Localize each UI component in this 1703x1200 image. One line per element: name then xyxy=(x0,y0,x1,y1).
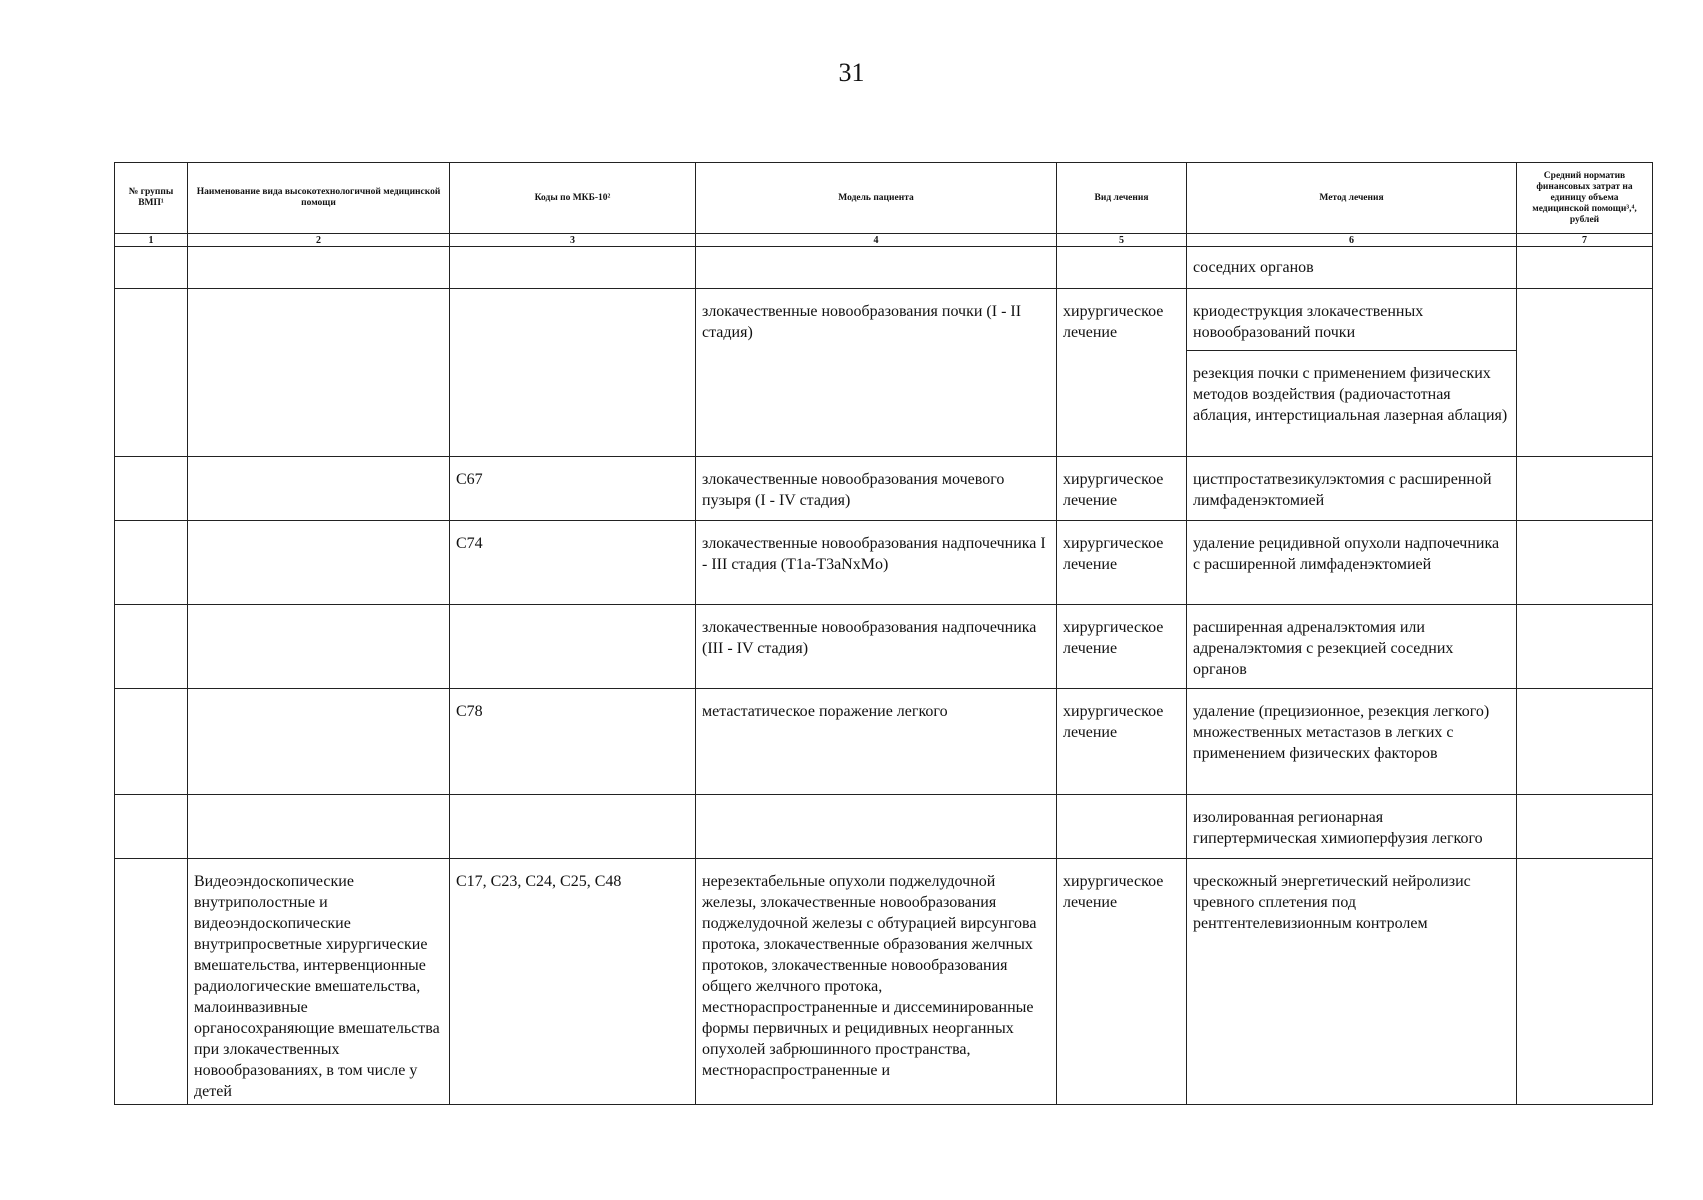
cell-patient-model: нерезектабельные опухоли поджелудочной железы, злокачественные новообразования поджелудочной железы с обтурацией вирсунгова протока, злокачественные образования желчных протоков, злокачественные новообразования общего желчного протока, местнораспространенные и диссеминированные формы первичных и рецидивных неорганных опухолей забрюшинного пространства, местнораспространенные и xyxy=(696,859,1057,1105)
column-number: 1 xyxy=(115,234,188,247)
cell-group xyxy=(115,689,188,795)
cell-cost-norm xyxy=(1517,795,1653,859)
column-number: 6 xyxy=(1187,234,1517,247)
vmp-table xyxy=(114,162,1653,1105)
cell-group xyxy=(115,457,188,521)
cell-treatment-method: криодеструкция злокачественных новообразований почки xyxy=(1187,289,1517,351)
cell-care-type: Видеоэндоскопические внутриполостные и видеоэндоскопические внутрипросветные хирургические вмешательства, интервенционные радиологические вмешательства, малоинвазивные органосохраняющие вмешательства при злокачественных новообразованиях, в том числе у детей xyxy=(188,859,450,1105)
header-icd-codes: Коды по МКБ-10² xyxy=(450,163,696,234)
cell-treatment-type xyxy=(1057,247,1187,289)
cell-treatment-type: хирургическое лечение xyxy=(1057,859,1187,1105)
column-number: 3 xyxy=(450,234,696,247)
table-row xyxy=(115,859,1653,1105)
cell-patient-model: метастатическое поражение легкого xyxy=(696,689,1057,795)
cell-group xyxy=(115,289,188,457)
cell-care-type xyxy=(188,605,450,689)
cell-patient-model xyxy=(696,795,1057,859)
column-number: 7 xyxy=(1517,234,1653,247)
cell-cost-norm xyxy=(1517,247,1653,289)
column-number: 4 xyxy=(696,234,1057,247)
cell-cost-norm xyxy=(1517,605,1653,689)
table-row xyxy=(115,689,1653,795)
cell-patient-model: злокачественные новообразования почки (I - II стадия) xyxy=(696,289,1057,457)
page-number: 31 xyxy=(838,58,865,87)
cell-patient-model: злокачественные новообразования надпочечника I - III стадия (T1a-T3aNxMo) xyxy=(696,521,1057,605)
cell-care-type xyxy=(188,289,450,457)
cell-treatment-type xyxy=(1057,795,1187,859)
cell-icd-codes xyxy=(450,289,696,457)
cell-cost-norm xyxy=(1517,859,1653,1105)
cell-group xyxy=(115,247,188,289)
header-row xyxy=(115,163,1653,234)
cell-icd-codes xyxy=(450,605,696,689)
header-care-type: Наименование вида высокотехнологичной медицинской помощи xyxy=(188,163,450,234)
cell-group xyxy=(115,795,188,859)
cell-treatment-type: хирургическое лечение xyxy=(1057,605,1187,689)
cell-care-type xyxy=(188,247,450,289)
cell-group xyxy=(115,859,188,1105)
cell-treatment-method: соседних органов xyxy=(1187,247,1517,289)
cell-icd-codes: С78 xyxy=(450,689,696,795)
cell-treatment-method: цистпростатвезикулэктомия с расширенной лимфаденэктомией xyxy=(1187,457,1517,521)
table-row xyxy=(115,457,1653,521)
cell-care-type xyxy=(188,795,450,859)
cell-patient-model xyxy=(696,247,1057,289)
cell-treatment-type: хирургическое лечение xyxy=(1057,289,1187,457)
header-cost-norm: Средний норматив финансовых затрат на единицу объема медицинской помощи³,⁴, рублей xyxy=(1517,163,1653,234)
cell-treatment-type: хирургическое лечение xyxy=(1057,689,1187,795)
cell-treatment-type: хирургическое лечение xyxy=(1057,457,1187,521)
table-row xyxy=(115,521,1653,605)
cell-care-type xyxy=(188,457,450,521)
header-group-number: № группы ВМП¹ xyxy=(115,163,188,234)
cell-cost-norm xyxy=(1517,457,1653,521)
table-row xyxy=(115,289,1653,351)
cell-icd-codes: С67 xyxy=(450,457,696,521)
header-treatment-method: Метод лечения xyxy=(1187,163,1517,234)
table-row xyxy=(115,247,1653,289)
cell-treatment-method: резекция почки с применением физических методов воздействия (радиочастотная аблация, интерстициальная лазерная аблация) xyxy=(1187,351,1517,457)
cell-care-type xyxy=(188,689,450,795)
cell-treatment-type: хирургическое лечение xyxy=(1057,521,1187,605)
cell-group xyxy=(115,521,188,605)
cell-cost-norm xyxy=(1517,689,1653,795)
cell-patient-model: злокачественные новообразования надпочечника (III - IV стадия) xyxy=(696,605,1057,689)
cell-care-type xyxy=(188,521,450,605)
column-number: 2 xyxy=(188,234,450,247)
cell-cost-norm xyxy=(1517,521,1653,605)
cell-treatment-method: удаление рецидивной опухоли надпочечника с расширенной лимфаденэктомией xyxy=(1187,521,1517,605)
column-number-row xyxy=(115,234,1653,247)
cell-treatment-method: удаление (прецизионное, резекция легкого) множественных метастазов в легких с применением физических факторов xyxy=(1187,689,1517,795)
header-patient-model: Модель пациента xyxy=(696,163,1057,234)
cell-icd-codes xyxy=(450,795,696,859)
cell-treatment-method: расширенная адреналэктомия или адреналэктомия с резекцией соседних органов xyxy=(1187,605,1517,689)
table-row xyxy=(115,795,1653,859)
cell-patient-model: злокачественные новообразования мочевого пузыря (I - IV стадия) xyxy=(696,457,1057,521)
cell-cost-norm xyxy=(1517,289,1653,457)
cell-icd-codes: С17, С23, С24, С25, С48 xyxy=(450,859,696,1105)
cell-treatment-method: чрескожный энергетический нейролизис чревного сплетения под рентгентелевизионным контролем xyxy=(1187,859,1517,1105)
cell-group xyxy=(115,605,188,689)
cell-treatment-method: изолированная регионарная гипертермическая химиоперфузия легкого xyxy=(1187,795,1517,859)
header-treatment-type: Вид лечения xyxy=(1057,163,1187,234)
cell-icd-codes xyxy=(450,247,696,289)
cell-icd-codes: С74 xyxy=(450,521,696,605)
table-row xyxy=(115,605,1653,689)
column-number: 5 xyxy=(1057,234,1187,247)
